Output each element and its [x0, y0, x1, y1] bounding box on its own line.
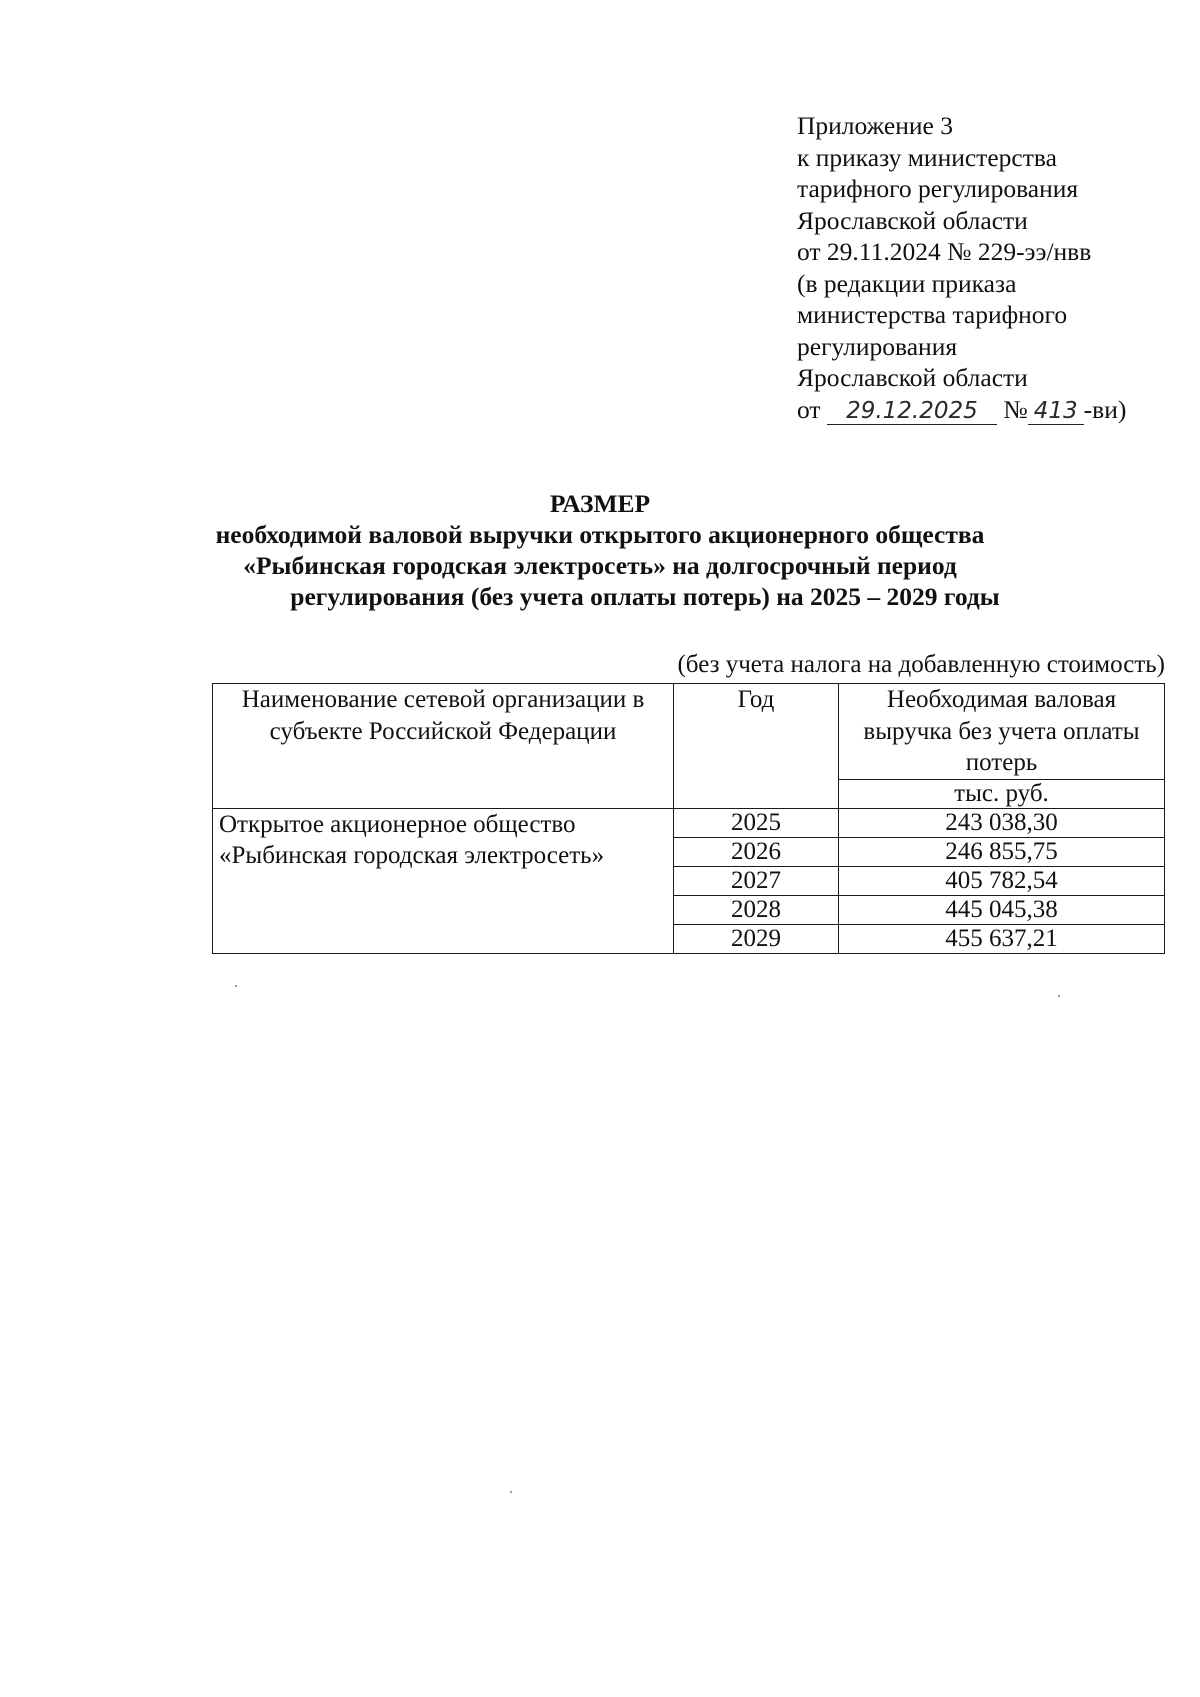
- value-cell: 445 045,38: [839, 895, 1165, 924]
- table-row: [213, 808, 1165, 837]
- scan-speck: [1058, 995, 1060, 997]
- appendix-amendment-line: [797, 394, 1126, 426]
- value-cell: 246 855,75: [839, 837, 1165, 866]
- scan-speck: [510, 1491, 512, 1493]
- value-cell: 243 038,30: [839, 808, 1165, 837]
- appendix-line: Ярославской области: [797, 205, 1028, 235]
- header-revenue: Необходимая валовая выручка без учета оплаты потерь: [839, 684, 1165, 780]
- year-cell: 2025: [674, 808, 839, 837]
- number-sign: №: [1003, 394, 1028, 424]
- revenue-table: [212, 683, 1165, 954]
- appendix-block: [797, 110, 1126, 425]
- handwritten-number: 413: [1028, 399, 1084, 425]
- title-line: «Рыбинская городская электросеть» на долгосрочный период: [243, 551, 957, 580]
- table-header-row: [213, 684, 1165, 780]
- value-cell: 455 637,21: [839, 924, 1165, 953]
- title-line: необходимой валовой выручки открытого акционерного общества: [215, 520, 985, 549]
- title-heading: РАЗМЕР: [549, 489, 651, 518]
- appendix-line: от 29.11.2024 № 229-ээ/нвв: [797, 237, 1092, 266]
- document-title: [0, 488, 1200, 612]
- organization-name: Открытое акционерное общество «Рыбинская городская электросеть»: [213, 808, 674, 953]
- title-line: регулирования (без учета оплаты потерь) на 2025 – 2029 годы: [290, 582, 1000, 611]
- handwritten-date: 29.12.2025: [827, 399, 997, 425]
- appendix-line: тарифного регулирования: [797, 174, 1079, 203]
- appendix-line: регулирования: [797, 331, 958, 361]
- appendix-line: (в редакции приказа: [797, 268, 1017, 298]
- amendment-prefix: от: [797, 394, 821, 424]
- header-unit: тыс. руб.: [839, 779, 1165, 808]
- amendment-suffix: -ви): [1083, 394, 1127, 424]
- appendix-line: к приказу министерства: [797, 142, 1057, 172]
- scan-speck: [235, 985, 237, 987]
- header-year: Год: [674, 684, 839, 809]
- year-cell: 2027: [674, 866, 839, 895]
- year-cell: 2029: [674, 924, 839, 953]
- appendix-line: Ярославской области: [797, 363, 1028, 392]
- year-cell: 2026: [674, 837, 839, 866]
- table-note: (без учета налога на добавленную стоимость): [677, 651, 1165, 678]
- header-organization: Наименование сетевой организации в субъекте Российской Федерации: [213, 684, 674, 809]
- appendix-line: Приложение 3: [797, 111, 953, 140]
- appendix-line: министерства тарифного: [797, 300, 1068, 329]
- year-cell: 2028: [674, 895, 839, 924]
- value-cell: 405 782,54: [839, 866, 1165, 895]
